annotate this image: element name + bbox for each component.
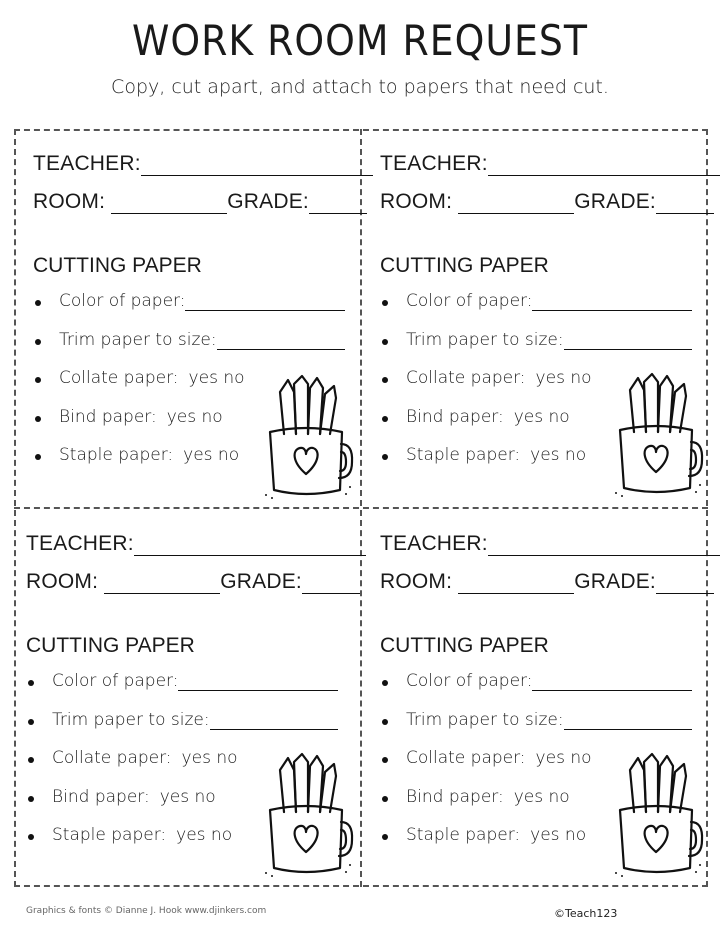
section-title: CUTTING PAPER [380, 634, 549, 657]
bullet-icon [382, 377, 388, 383]
list-item[interactable] [380, 710, 692, 749]
yes-no-options[interactable]: yes no [183, 445, 240, 465]
item-label: Bind paper: [406, 406, 504, 427]
bullet-icon [382, 796, 388, 802]
list-item[interactable] [380, 330, 692, 369]
room-blank[interactable] [111, 195, 227, 214]
teacher-label: TEACHER: [33, 152, 141, 175]
bullet-icon [382, 339, 388, 345]
list-item[interactable] [380, 671, 692, 710]
pencil-cup-heart-icon [262, 374, 354, 502]
color-blank[interactable] [532, 673, 692, 691]
yes-no-options[interactable]: yes no [535, 368, 592, 388]
item-label: Staple paper: [59, 445, 174, 465]
pencil-cup-heart-icon [612, 372, 704, 500]
bullet-icon [382, 416, 388, 422]
item-label: Trim paper to size: [59, 329, 217, 350]
pencil-cup-heart-icon [612, 752, 704, 880]
item-label: Staple paper: [52, 825, 167, 845]
yes-no-options[interactable]: yes no [181, 748, 238, 768]
yes-no-options[interactable]: yes no [530, 825, 587, 845]
size-blank[interactable] [564, 332, 692, 350]
yes-no-options[interactable]: yes no [159, 786, 216, 807]
bullet-icon [382, 454, 388, 460]
bullet-icon [35, 416, 41, 422]
item-label: Staple paper: [406, 445, 521, 465]
bullet-icon [35, 339, 41, 345]
list-item[interactable] [380, 291, 692, 330]
size-blank[interactable] [210, 712, 338, 730]
item-label: Collate paper: [406, 748, 526, 768]
teacher-label: TEACHER: [380, 152, 488, 175]
yes-no-options[interactable]: yes no [513, 786, 570, 807]
bullet-icon [382, 757, 388, 763]
grade-blank[interactable] [656, 195, 714, 214]
room-label: ROOM: [380, 190, 453, 213]
room-label: ROOM: [380, 570, 453, 593]
item-label: Trim paper to size: [406, 329, 564, 350]
section-title: CUTTING PAPER [380, 254, 549, 277]
room-blank[interactable] [458, 195, 574, 214]
bullet-icon [35, 377, 41, 383]
footer-credit: Graphics & fonts © Dianne J. Hook www.djinkers.com [26, 906, 267, 916]
teacher-blank[interactable] [488, 157, 720, 176]
grade-blank[interactable] [309, 195, 367, 214]
list-item[interactable] [33, 291, 345, 330]
item-label: Color of paper: [406, 671, 533, 691]
bullet-icon [35, 300, 41, 306]
room-grade-field[interactable] [26, 570, 360, 594]
item-label: Bind paper: [52, 786, 150, 807]
room-blank[interactable] [104, 575, 220, 594]
page-subtitle: Copy, cut apart, and attach to papers that need cut. [111, 76, 609, 98]
teacher-field[interactable] [380, 152, 720, 176]
yes-no-options[interactable]: yes no [530, 445, 587, 465]
yes-no-options[interactable]: yes no [535, 748, 592, 768]
color-blank[interactable] [532, 293, 692, 311]
item-label: Trim paper to size: [406, 709, 564, 730]
grade-label: GRADE: [220, 570, 302, 593]
bullet-icon [28, 796, 34, 802]
grade-blank[interactable] [656, 575, 714, 594]
item-label: Trim paper to size: [52, 709, 210, 730]
grade-label: GRADE: [574, 570, 656, 593]
room-blank[interactable] [458, 575, 574, 594]
teacher-label: TEACHER: [26, 532, 134, 555]
color-blank[interactable] [185, 293, 345, 311]
grade-label: GRADE: [227, 190, 309, 213]
item-label: Staple paper: [406, 825, 521, 845]
item-label: Color of paper: [406, 291, 533, 311]
bullet-icon [28, 834, 34, 840]
item-label: Collate paper: [59, 368, 179, 388]
bullet-icon [382, 719, 388, 725]
page-title: WORK ROOM REQUEST [132, 16, 588, 65]
item-label: Bind paper: [406, 786, 504, 807]
yes-no-options[interactable]: yes no [188, 368, 245, 388]
item-label: Color of paper: [52, 671, 179, 691]
teacher-field[interactable] [33, 152, 373, 176]
teacher-field[interactable] [26, 532, 366, 556]
yes-no-options[interactable]: yes no [513, 406, 570, 427]
grade-blank[interactable] [302, 575, 360, 594]
bullet-icon [28, 719, 34, 725]
room-grade-field[interactable] [380, 190, 714, 214]
teacher-blank[interactable] [488, 537, 720, 556]
item-label: Color of paper: [59, 291, 186, 311]
size-blank[interactable] [217, 332, 345, 350]
room-label: ROOM: [33, 190, 106, 213]
bullet-icon [382, 300, 388, 306]
yes-no-options[interactable]: yes no [176, 825, 233, 845]
footer-copyright: ©Teach123 [554, 907, 618, 920]
bullet-icon [28, 757, 34, 763]
teacher-blank[interactable] [141, 157, 373, 176]
bullet-icon [382, 834, 388, 840]
color-blank[interactable] [178, 673, 338, 691]
teacher-label: TEACHER: [380, 532, 488, 555]
bullet-icon [28, 680, 34, 686]
teacher-blank[interactable] [134, 537, 366, 556]
yes-no-options[interactable]: yes no [166, 406, 223, 427]
room-label: ROOM: [26, 570, 99, 593]
room-grade-field[interactable] [380, 570, 714, 594]
list-item[interactable] [26, 671, 338, 710]
pencil-cup-heart-icon [262, 752, 354, 880]
item-label: Collate paper: [406, 368, 526, 388]
room-grade-field[interactable] [33, 190, 367, 214]
section-title: CUTTING PAPER [33, 254, 202, 277]
item-label: Bind paper: [59, 406, 157, 427]
size-blank[interactable] [564, 712, 692, 730]
bullet-icon [35, 454, 41, 460]
list-item[interactable] [26, 710, 338, 749]
teacher-field[interactable] [380, 532, 720, 556]
list-item[interactable] [33, 330, 345, 369]
bullet-icon [382, 680, 388, 686]
item-label: Collate paper: [52, 748, 172, 768]
section-title: CUTTING PAPER [26, 634, 195, 657]
grade-label: GRADE: [574, 190, 656, 213]
